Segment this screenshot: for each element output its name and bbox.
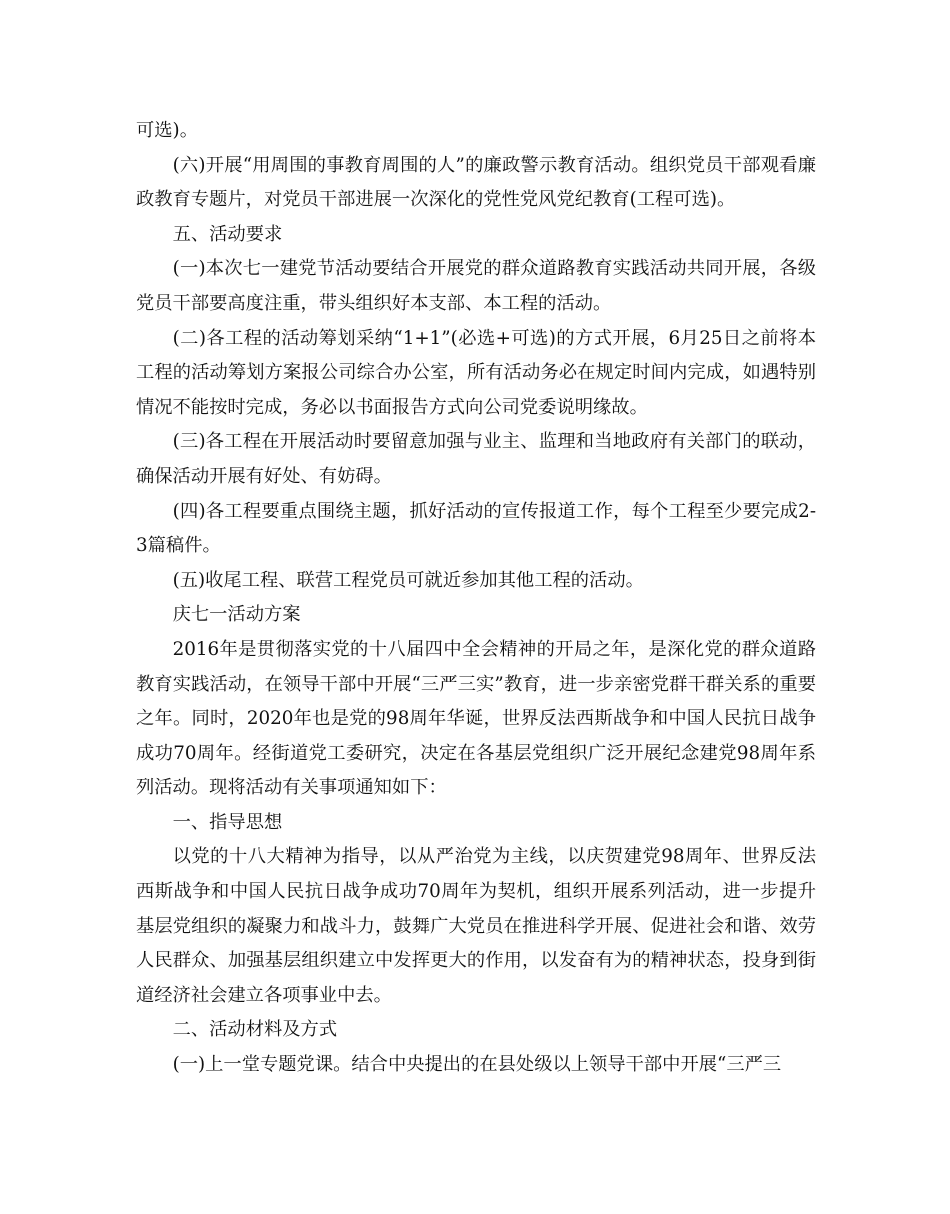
section-heading-activity-content: 二、活动材料及方式 [172,1019,338,1041]
paragraph-guiding-thought: 以党的十八大精神为指导，以从严治党为主线，以庆贺建党98周年、世界反法西斯战争和中国人民抗日战争成功70周年为契机，组织开展系列活动，进一步提升基层党组织的凝聚力和战斗力，鼓舞广大党员在推进科学开展、促进社会和谐、效劳人民群众、加强基层组织建立中发挥更大的作用，以发奋有为的精神状态，投身到街道经济社会建立各项事业中去。 [136,846,816,1006]
paragraph-requirement-1: (一)本次七一建党节活动要结合开展党的群众道路教育实践活动共同开展，各级党员干部要高度注重，带头组织好本支部、本工程的活动。 [136,258,816,314]
paragraph-requirement-4: (四)各工程要重点围绕主题，抓好活动的宣传报道工作，每个工程至少要完成2-3篇稿件。 [136,500,816,557]
paragraph-continuation: 可选)。 [136,120,198,141]
document-subtitle: 庆七一活动方案 [172,604,301,626]
paragraph-requirement-3: (三)各工程在开展活动时要留意加强与业主、监理和当地政府有关部门的联动，确保活动开展有好处、有妨碍。 [136,431,816,487]
section-heading-guiding-thought: 一、指导思想 [172,811,283,833]
paragraph-item-6: (六)开展“用周围的事教育周围的人”的廉政警示教育活动。组织党员干部观看廉政教育专题片，对党员干部进展一次深化的党性党风党纪教育(工程可选)。 [136,154,816,211]
document-page [136,114,816,1083]
paragraph-activity-1: (一)上一堂专题党课。结合中央提出的在县处级以上领导干部中开展“三严三 [172,1054,782,1076]
section-heading-activity-requirements: 五、活动要求 [172,223,283,245]
paragraph-requirement-5: (五)收尾工程、联营工程党员可就近参加其他工程的活动。 [172,569,644,591]
paragraph-intro: 2016年是贯彻落实党的十八届四中全会精神的开局之年，是深化党的群众道路教育实践活动，在领导干部中开展“三严三实”教育，进一步亲密党群干群关系的重要之年。同时，2020年也是党的98周年华诞，世界反法西斯战争和中国人民抗日战争成功70周年。经街道党工委研究，决定在各基层党组织广泛开展纪念建党98周年系列活动。现将活动有关事项通知如下： [136,638,816,799]
paragraph-requirement-2: (二)各工程的活动筹划采纳“1+1”(必选+可选)的方式开展，6月25日之前将本工程的活动筹划方案报公司综合办公室，所有活动务必在规定时间内完成，如遇特别情况不能按时完成，务必以书面报告方式向公司党委说明缘故。 [136,327,816,418]
